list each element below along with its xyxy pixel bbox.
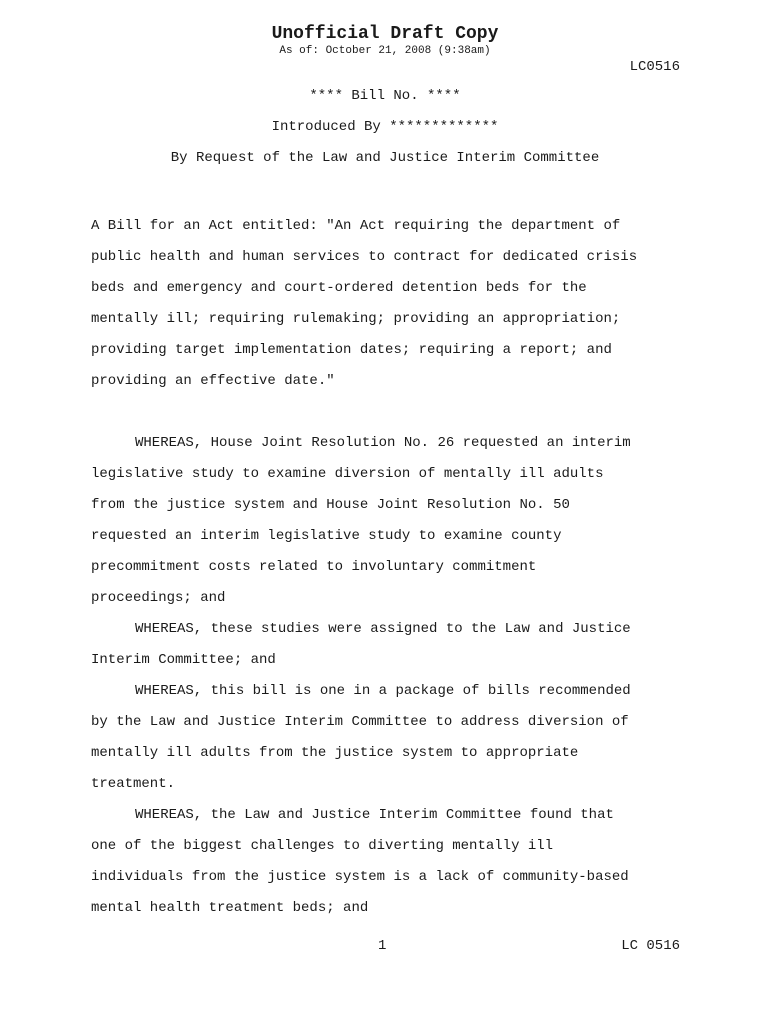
draft-title: Unofficial Draft Copy [271, 24, 499, 44]
by-request: By Request of the Law and Justice Interim Committee [170, 150, 600, 166]
whereas-clause-4: WHEREAS, the Law and Justice Interim Committee found that one of the biggest challenges to diverting mentally ill individuals from the justice system is a lack of community-based mental health treatment beds; and [91, 807, 629, 916]
lc-code-header: LC0516 [629, 59, 680, 75]
whereas-clause-2: WHEREAS, these studies were assigned to the Law and Justice Interim Committee; and [91, 621, 631, 668]
whereas-clause-3: WHEREAS, this bill is one in a package of bills recommended by the Law and Justice Interim Committee to address diversion of mentally ill adults from the justice system to appropriate treatment. [91, 683, 631, 792]
bill-title-paragraph: A Bill for an Act entitled: "An Act requiring the department of public health and human services to contract for dedicated crisis beds and emergency and court-ordered detention beds for the mentally ill; requiring rulemaking; providing an appropriation; providing target implementation dates; requiring a report; and providing an effective date." [91, 218, 638, 389]
lc-code-footer: LC 0516 [621, 938, 680, 954]
page-number: 1 [378, 938, 387, 954]
whereas-clause-1: WHEREAS, House Joint Resolution No. 26 requested an interim legislative study to examine diversion of mentally ill adults from the justice system and House Joint Resolution No. 50 requested an interim legislative study to examine county precommitment costs related to involuntary commitment proceedings; and [91, 435, 631, 606]
bill-body [91, 211, 691, 924]
introduced-by: Introduced By ************* [271, 119, 499, 135]
paragraph-gap [91, 397, 691, 428]
bill-number: **** Bill No. **** [309, 88, 461, 104]
draft-date: As of: October 21, 2008 (9:38am) [279, 45, 491, 57]
